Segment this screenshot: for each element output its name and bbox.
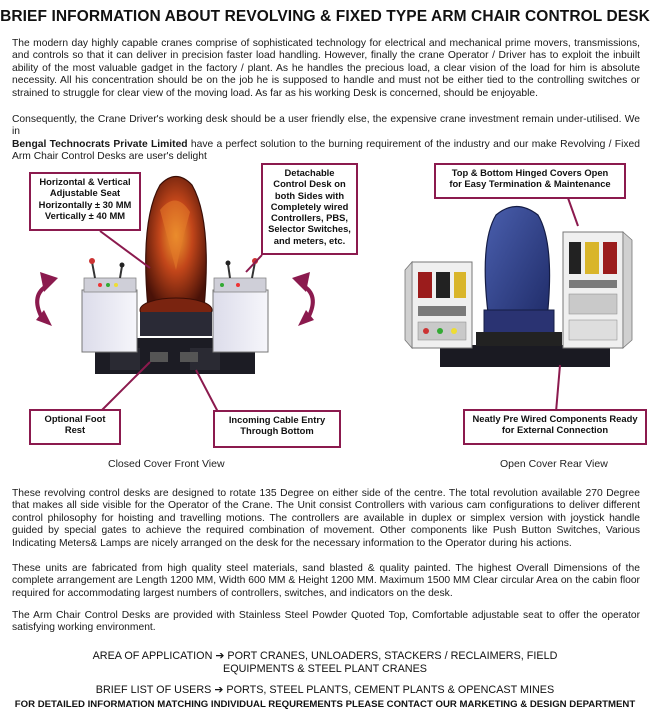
callout-wired-line-2: for External Connection bbox=[501, 424, 609, 436]
callout-desk-line-3: both Sides with bbox=[274, 189, 345, 201]
page-title: BRIEF INFORMATION ABOUT REVOLVING & FIXED TYPE ARM CHAIR CONTROL DESK bbox=[0, 8, 650, 25]
callout-pre-wired bbox=[463, 409, 647, 445]
body-paragraph-rotation: These revolving control desks are designed to rotate 135 Degree on either side of the centre. The total revolution available 270 Degree that makes all side visible for the Operator of the Crane. The Unit consist Controllers with various cam configurations to deliver different control philosophy for hoisting and travelling motions. The controllers are available in duplex or simplex version with joystick handle guided by special gates to achieve the required combination of movement. Other components like Push Button Switches, Various Indicating Meters& Lamps are nicely arranged on the desk for the necessary information to the Operator during his actions. bbox=[12, 488, 640, 549]
callout-covers-line-1: Top & Bottom Hinged Covers Open bbox=[451, 167, 609, 178]
body-paragraph-features: The Arm Chair Control Desks are provided with Stainless Steel Powder Quoted Top, Comfortable adjustable seat to offer the operator satisfying working environment. bbox=[12, 610, 640, 634]
caption-front-view: Closed Cover Front View bbox=[108, 458, 225, 470]
callout-desk-line-2: Control Desk on bbox=[273, 178, 346, 190]
callout-desk-line-1: Detachable bbox=[284, 167, 335, 178]
callout-foot-line-1: Optional Foot bbox=[44, 413, 106, 424]
caption-rear-view: Open Cover Rear View bbox=[500, 458, 608, 470]
callout-foot-line-2: Rest bbox=[64, 424, 86, 436]
intro-p2-end: have a perfect solution to the burning requirement of the industry and our make Revolving / Fixed Arm Chair Control Desks are user's delight bbox=[12, 138, 640, 163]
callout-foot-rest bbox=[29, 409, 121, 445]
company-name: Bengal Technocrats Private Limited bbox=[12, 138, 188, 150]
intro-paragraph-2 bbox=[12, 114, 640, 164]
callout-desk-line-4: Completely wired bbox=[270, 200, 349, 212]
callout-cable-entry bbox=[213, 410, 341, 448]
callout-detachable-desk bbox=[261, 163, 358, 255]
intro-p2-start: Consequently, the Crane Driver's working desk should be a user friendly else, the expensive crane investment remain under-utilised. We in bbox=[12, 114, 640, 138]
callout-desk-line-6: Selector Switches, bbox=[268, 223, 351, 235]
rotate-right-arrow bbox=[292, 272, 314, 326]
users-list: BRIEF LIST OF USERS ➔ PORTS, STEEL PLANTS, CEMENT PLANTS & OPENCAST MINES bbox=[95, 684, 555, 696]
callout-cable-line-2: Through Bottom bbox=[240, 425, 314, 437]
intro-paragraph-1: The modern day highly capable cranes comprise of sophisticated technology for electrical and mechanical prime movers, transmissions, and controls so that it can deliver in precision faster load handling. However, finally the crane Operator / Driver has to exploit the inbuilt ability of the most valuable gadget in the factory / plant. As he handles the precious load, a clear vision of the load for him is absolute necessity. All his concentration should be on the job he is supposed to handle and must not be either tied to the controlling switches or strained to struggle for clear view of the moving load. As far as his working Desk is concerned, should be enjoyable. bbox=[12, 38, 640, 99]
rotate-left-arrow bbox=[36, 272, 58, 326]
application-area bbox=[0, 650, 650, 676]
callout-cable-line-1: Incoming Cable Entry bbox=[228, 414, 326, 425]
callout-desk-line-5: Controllers, PBS, bbox=[270, 212, 349, 224]
application-line-1: AREA OF APPLICATION ➔ PORT CRANES, UNLOADERS, STACKERS / RECLAIMERS, FIELD bbox=[92, 650, 558, 662]
callout-seat-line-1: Horizontal & Vertical bbox=[39, 176, 131, 187]
callout-seat-line-3: Horizontally ± 30 MM bbox=[38, 198, 132, 210]
callout-seat-line-2: Adjustable Seat bbox=[49, 187, 121, 199]
rear-view-desk bbox=[405, 207, 632, 368]
application-line-2: EQUIPMENTS & STEEL PLANT CRANES bbox=[223, 663, 427, 675]
callout-desk-line-7: and meters, etc. bbox=[273, 234, 346, 246]
callout-covers-line-2: for Easy Termination & Maintenance bbox=[449, 178, 611, 190]
callout-wired-line-1: Neatly Pre Wired Components Ready bbox=[472, 413, 638, 424]
callout-adjustable-seat bbox=[29, 172, 141, 231]
body-paragraph-fabrication: These units are fabricated from high quality steel materials, sand blasted & quality painted. The highest Overall Dimensions of the complete arrangement are Length 1200 MM, Width 600 MM & Height 1200 MM. Maximum 1500 MM Clear circular Area on the cabin floor required for accommodating largest numbers of controllers, switches, and indicators on the desk. bbox=[12, 563, 640, 599]
callout-hinged-covers bbox=[434, 163, 626, 199]
contact-note: FOR DETAILED INFORMATION MATCHING INDIVIDUAL REQUREMENTS PLEASE CONTACT OUR MARKETING & DESIGN DEPARTMENT bbox=[14, 699, 636, 710]
callout-seat-line-4: Vertically ± 40 MM bbox=[44, 209, 126, 221]
